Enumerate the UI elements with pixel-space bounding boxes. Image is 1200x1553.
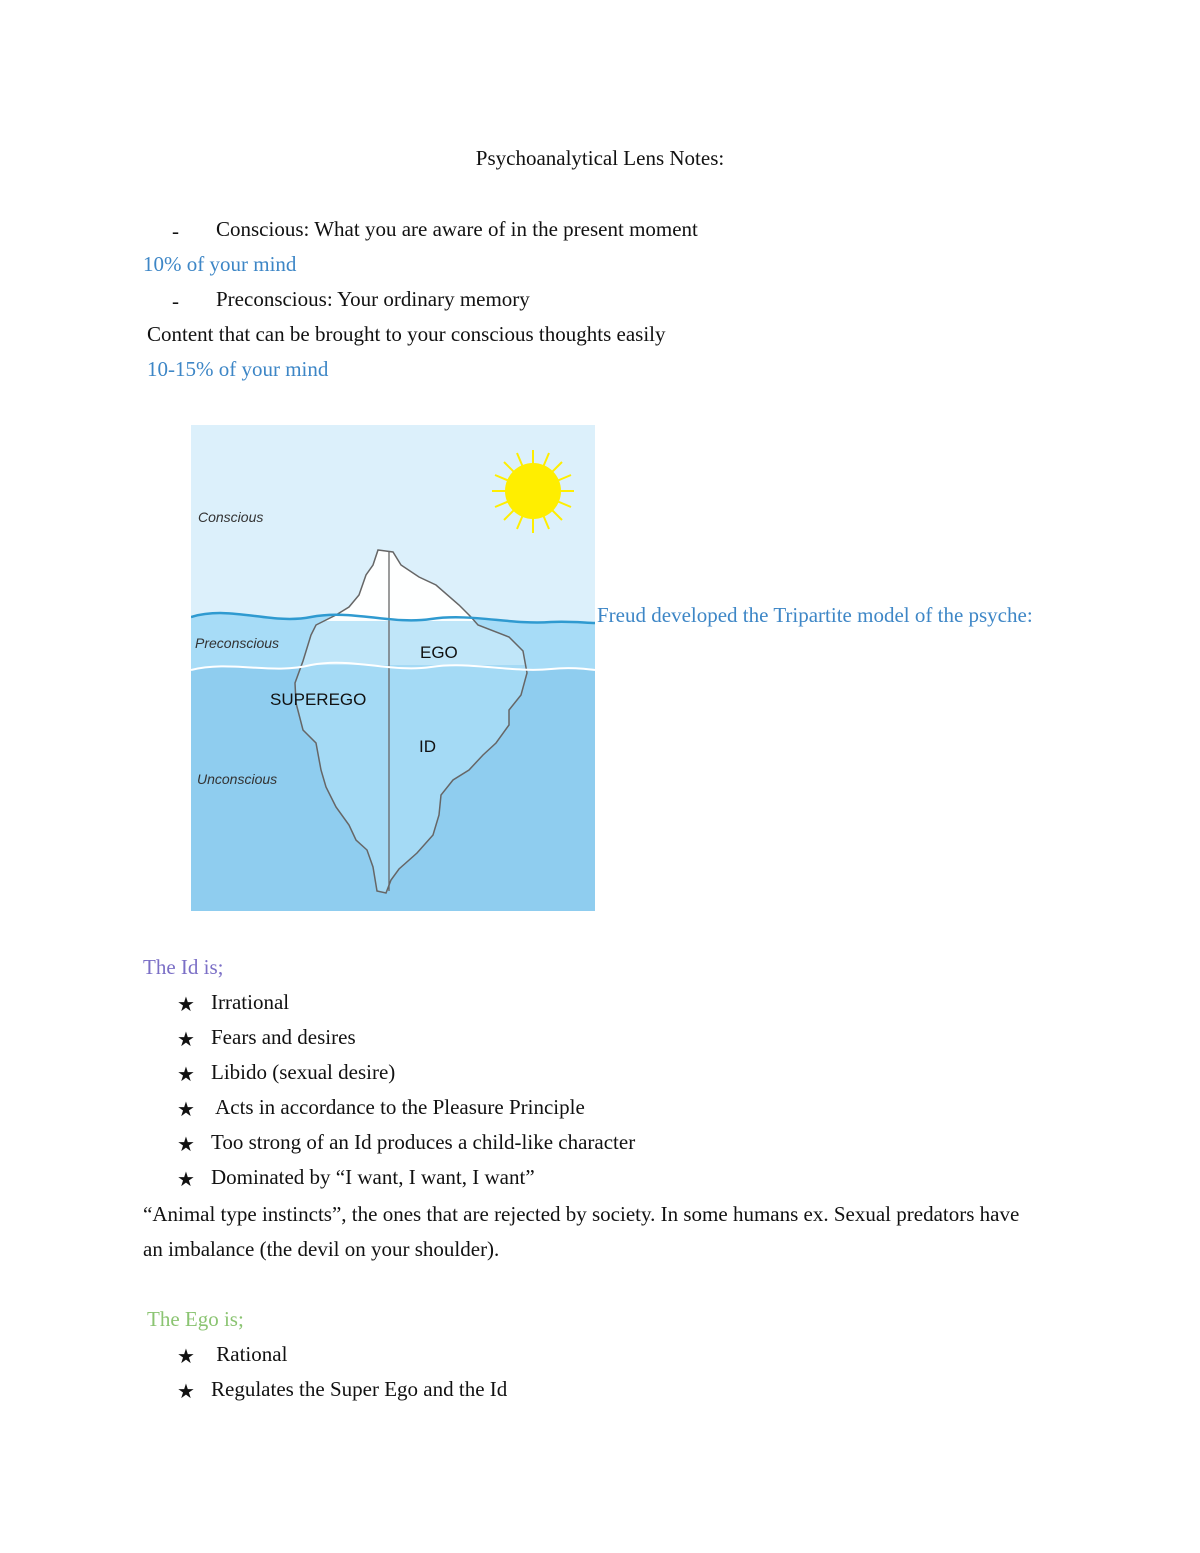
list-dash: - [172,289,179,313]
id-bullet: Libido (sexual desire) [211,1060,396,1084]
freud-caption: Freud developed the Tripartite model of the psyche: [597,603,1033,627]
label-unconscious: Unconscious [197,771,278,787]
id-bullet: Too strong of an Id produces a child-like character [211,1130,636,1154]
label-ego: EGO [420,643,458,662]
document-title: Psychoanalytical Lens Notes: [475,146,725,170]
id-bullet: Dominated by “I want, I want, I want” [211,1165,535,1189]
id-heading: The Id is; [143,955,224,979]
preconscious-percentage: 10-15% of your mind [147,357,329,381]
star-icon: ★ [177,1169,195,1191]
ego-bullet: Regulates the Super Ego and the Id [211,1377,508,1401]
ego-heading: The Ego is; [147,1307,244,1331]
label-conscious: Conscious [198,509,264,525]
star-icon: ★ [177,1029,195,1051]
star-icon: ★ [177,1064,195,1086]
star-icon: ★ [177,994,195,1016]
label-id: ID [419,737,436,756]
star-icon: ★ [177,1381,195,1403]
id-paragraph-line: “Animal type instincts”, the ones that are rejected by society. In some humans ex. Sexual predators have [143,1202,1020,1226]
label-superego: SUPEREGO [270,690,367,709]
id-bullet: Acts in accordance to the Pleasure Principle [211,1095,585,1119]
id-bullet: Fears and desires [211,1025,356,1049]
star-icon: ★ [177,1134,195,1156]
list-dash: - [172,219,179,243]
star-icon: ★ [177,1099,195,1121]
star-icon: ★ [177,1346,195,1368]
iceberg-diagram [191,425,595,911]
label-preconscious: Preconscious [195,635,280,651]
preconscious-definition: Preconscious: Your ordinary memory [216,287,530,311]
id-paragraph-line: an imbalance (the devil on your shoulder). [143,1237,500,1261]
preconscious-description: Content that can be brought to your conscious thoughts easily [147,322,666,346]
id-bullet: Irrational [211,990,290,1014]
conscious-definition: Conscious: What you are aware of in the present moment [216,217,698,241]
ego-bullet: Rational [211,1342,288,1366]
conscious-percentage: 10% of your mind [143,252,297,276]
